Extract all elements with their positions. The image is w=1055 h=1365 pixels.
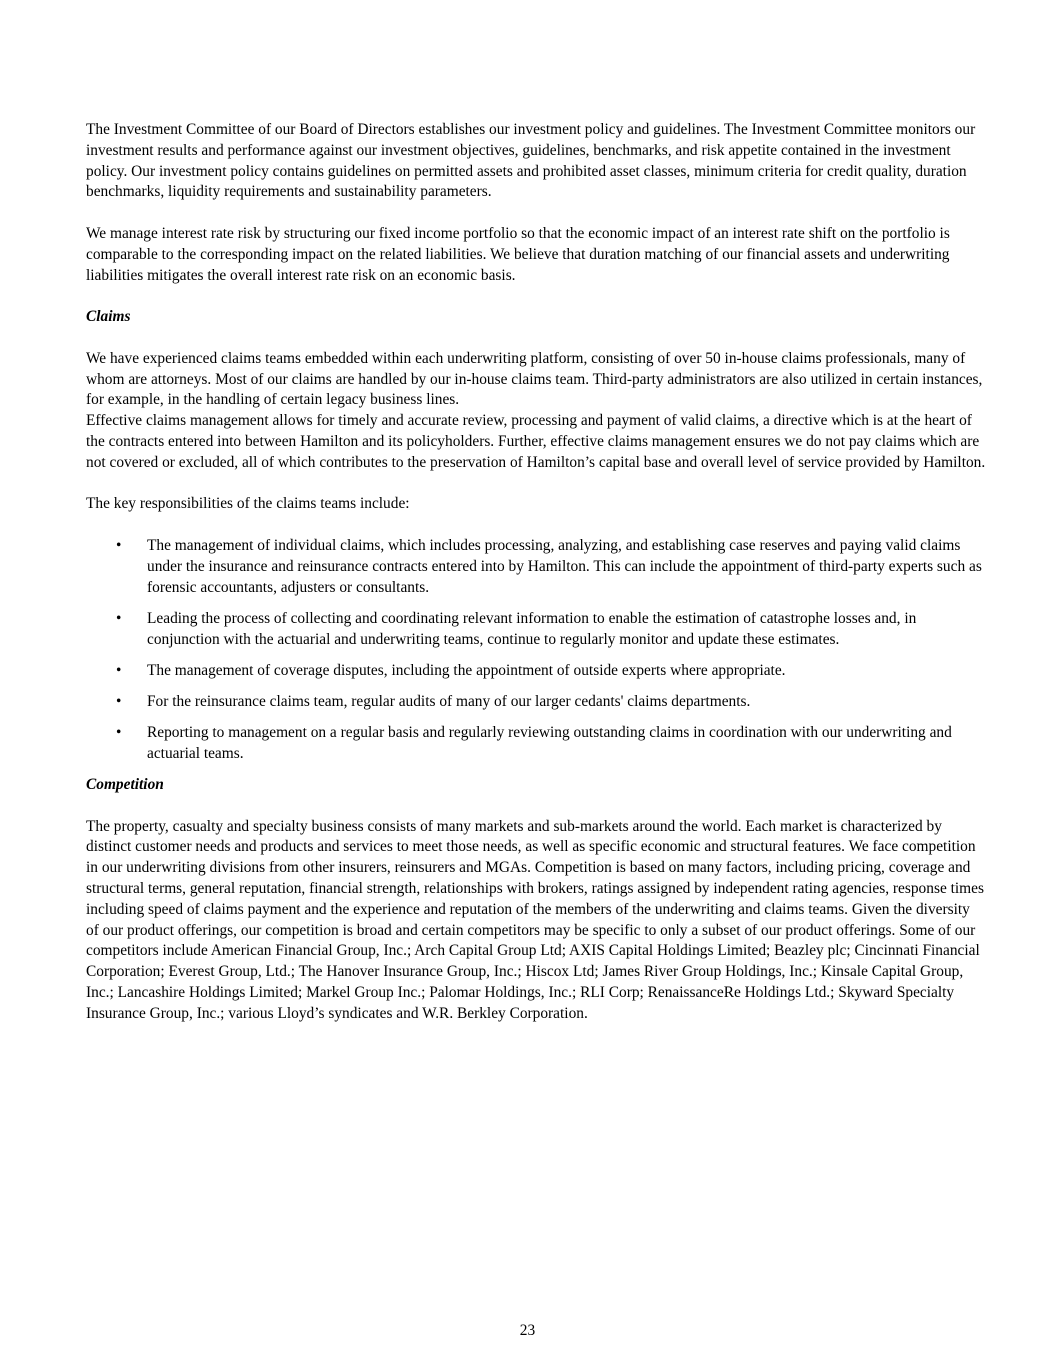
- list-item: [86, 692, 986, 713]
- interest-rate-risk-paragraph: We manage interest rate risk by structuring our fixed income portfolio so that the economic impact of an interest rate shift on the portfolio is comparable to the corresponding impact on the related liabilities. We believe that duration matching of our financial assets and underwriting liabilities mitigates the overall interest rate risk on an economic basis.: [86, 224, 950, 284]
- key-responsibilities-intro: The key responsibilities of the claims teams include:: [86, 495, 410, 513]
- page-number: 23: [519, 1322, 536, 1339]
- list-item: [86, 536, 986, 598]
- claims-heading: Claims: [86, 308, 131, 326]
- claims-responsibilities-list: [86, 536, 986, 765]
- list-item-text: Reporting to management on a regular basis and regularly reviewing outstanding claims in coordination with our underwriting and actuarial teams.: [147, 724, 952, 762]
- list-item-text: Leading the process of collecting and coordinating relevant information to enable the estimation of catastrophe losses and, in conjunction with the actuarial and underwriting teams, continue to regularly monitor and update these estimates.: [147, 609, 917, 648]
- competition-paragraph: The property, casualty and specialty business consists of many markets and sub-markets around the world. Each market is characterized by distinct customer needs and products and services to meet those needs, as well as specific economic and structural features. We face competition in our underwriting divisions from other insurers, reinsurers and MGAs. Competition is based on many factors, including pricing, coverage and structural terms, general reputation, financial strength, relationships with brokers, ratings assigned by independent rating agencies, response times including speed of claims payment and the experience and reputation of the members of the underwriting and claims teams. Given the diversity of our product offerings, our competition is broad and certain competitors may be specific to only a subset of our product offerings. Some of our competitors include American Financial Group, Inc.; Arch Capital Group Ltd; AXIS Capital Holdings Limited; Beazley plc; Cincinnati Financial Corporation; Everest Group, Ltd.; The Hanover Insurance Group, Inc.; Hiscox Ltd; James River Group Holdings, Inc.; Kinsale Capital Group, Inc.; Lancashire Holdings Limited; Markel Group Inc.; Palomar Holdings, Inc.; RLI Corp; RenaissanceRe Holdings Ltd.; Skyward Specialty Insurance Group, Inc.; various Lloyd’s syndicates and W.R. Berkley Corporation.: [86, 817, 984, 1022]
- bullet-icon: •: [116, 661, 122, 679]
- bullet-icon: •: [116, 609, 122, 627]
- list-item: [86, 609, 986, 651]
- bullet-icon: •: [116, 536, 122, 554]
- claims-management-text: Effective claims management allows for timely and accurate review, processing and payment of valid claims, a directive which is at the heart of the contracts entered into between Hamilton and its policyholders. Further, effective claims management ensures we do not pay claims which are not covered or excluded, all of which contributes to the preservation of Hamilton’s capital base and overall level of service provided by Hamilton.: [86, 412, 986, 471]
- document-page: [86, 120, 986, 1045]
- investment-committee-paragraph: The Investment Committee of our Board of Directors establishes our investment policy and guidelines. The Investment Committee monitors our investment results and performance against our investment objectives, guidelines, benchmarks, and risk appetite contained in the investment policy. Our investment policy contains guidelines on permitted assets and prohibited asset classes, minimum criteria for credit quality, duration benchmarks, liquidity requirements and sustainability parameters.: [86, 121, 976, 201]
- claims-teams-text: We have experienced claims teams embedded within each underwriting platform, consisting of over 50 in-house claims professionals, many of whom are attorneys. Most of our claims are handled by our in-house claims team. Third-party administrators are also utilized in certain instances, for example, in the handling of certain legacy business lines.: [86, 349, 983, 409]
- bullet-icon: •: [116, 724, 122, 742]
- list-item-text: The management of individual claims, which includes processing, analyzing, and establishing case reserves and paying valid claims under the insurance and reinsurance contracts entered into by Hamilton. This can include the appointment of third-party experts such as forensic accountants, adjusters or consultants.: [147, 536, 982, 596]
- list-item-text: For the reinsurance claims team, regular audits of many of our larger cedants' claims departments.: [147, 692, 751, 710]
- claims-teams-paragraph: [86, 349, 986, 474]
- bullet-icon: •: [116, 692, 122, 710]
- competition-heading: Competition: [86, 776, 164, 794]
- list-item: [86, 723, 986, 765]
- list-item-text: The management of coverage disputes, including the appointment of outside experts where appropriate.: [147, 661, 786, 679]
- list-item: [86, 661, 986, 682]
